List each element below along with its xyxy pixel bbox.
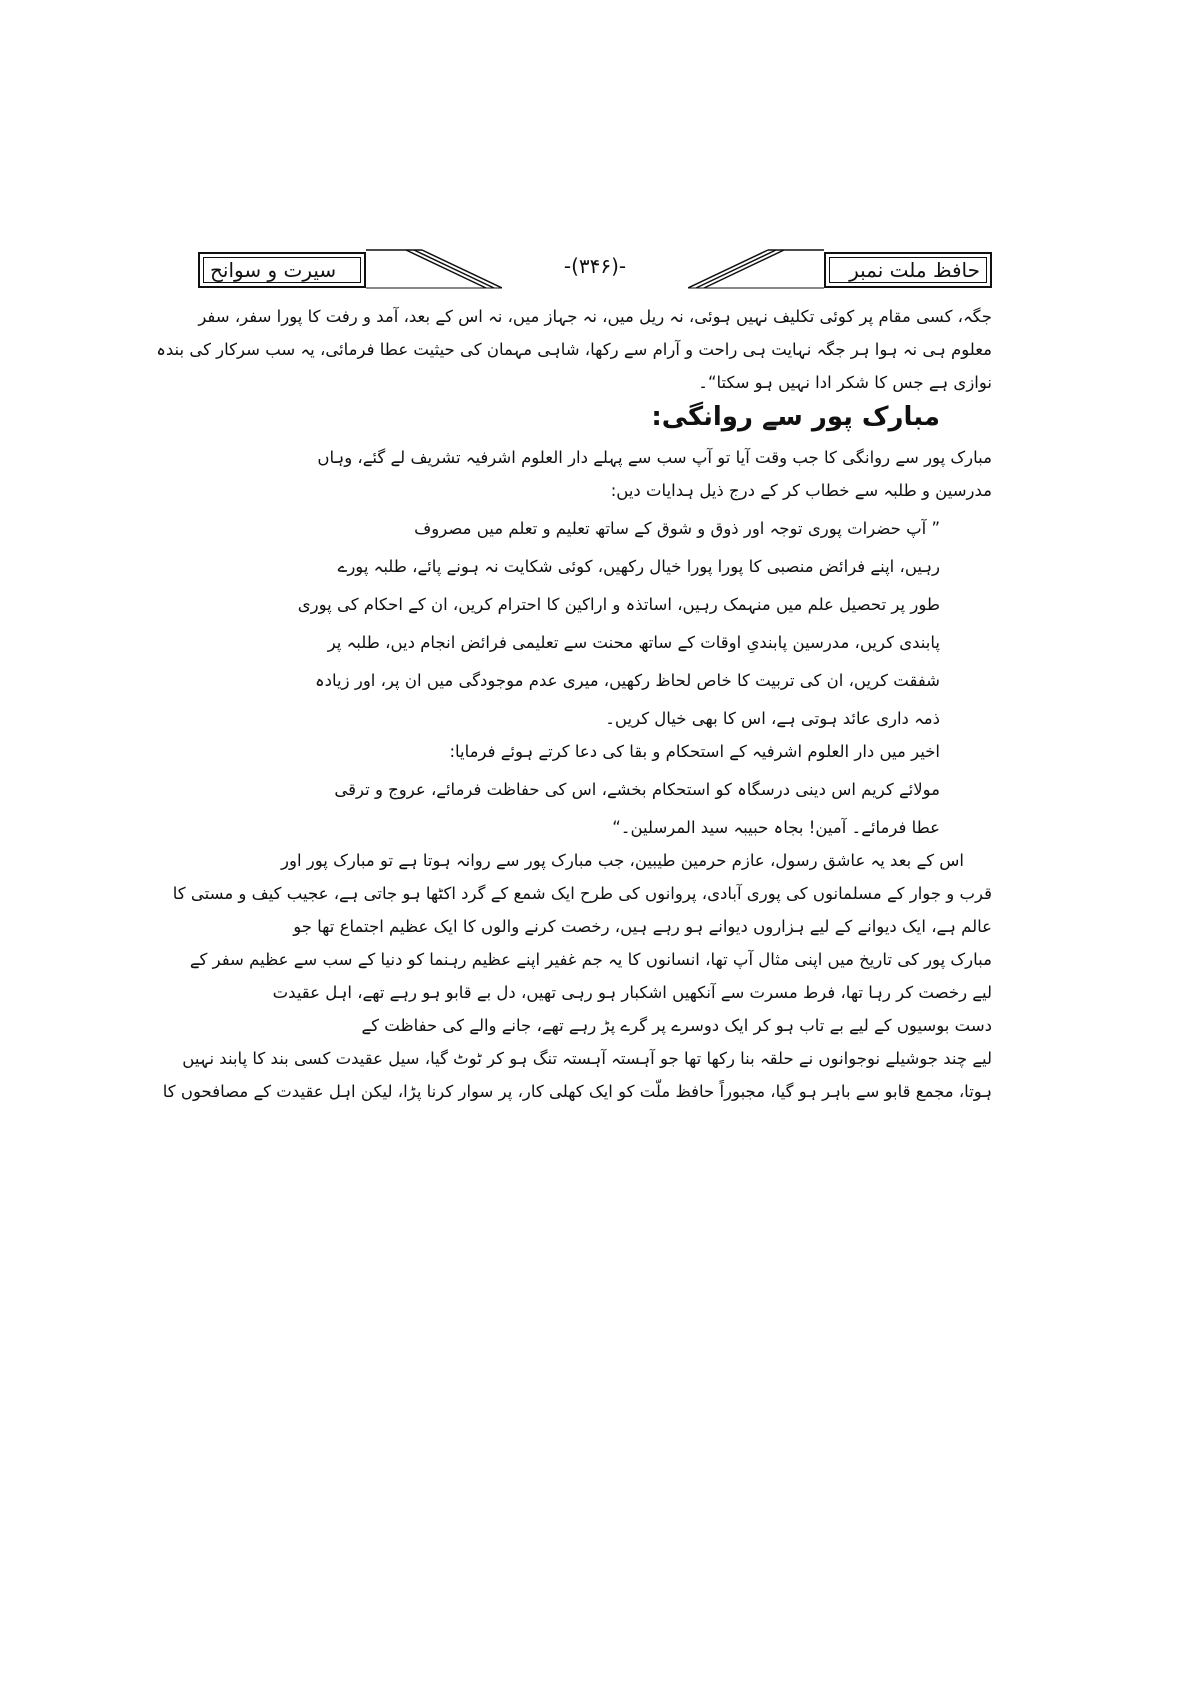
page-header: [198, 248, 992, 294]
quote-line: ذمہ داری عائد ہوتی ہے، اس کا بھی خیال کریں۔: [605, 709, 940, 728]
prayer-line: مولائے کریم اس دینی درسگاہ کو استحکام بخشے، اس کی حفاظت فرمائے، عروج و ترقی: [334, 780, 940, 799]
quote-line: طور پر تحصیل علم میں منہمک رہیں، اساتذہ و اراکین کا احترام کریں، ان کے احکام کی پوری: [297, 595, 940, 614]
quote-line: ” آپ حضرات پوری توجہ اور ذوق و شوق کے ساتھ تعلیم و تعلم میں مصروف: [414, 519, 940, 538]
prayer-line: عطا فرمائے۔ آمین! بجاہ حبیبہ سید المرسلین۔“: [612, 818, 940, 837]
text-line: لیے چند جوشیلے نوجوانوں نے حلقہ بنا رکھا تھا جو آہستہ آہستہ تنگ ہو کر ٹوٹ گیا، سیل عقیدت کسی بند کا پابند نہیں: [182, 1049, 992, 1068]
magazine-title-box: [824, 252, 992, 288]
section-title-box: [198, 252, 366, 288]
section-title: سیرت و سوانح: [210, 258, 337, 282]
text-line: لیے رخصت کر رہا تھا، فرط مسرت سے آنکھیں اشکبار ہو رہی تھیں، دل بے قابو ہو رہے تھے، اہل عقیدت: [272, 983, 992, 1002]
page-number: -(۳۴۶)-: [563, 254, 627, 278]
text-line: اخیر میں دار العلوم اشرفیہ کے استحکام و بقا کی دعا کرتے ہوئے فرمایا:: [449, 742, 940, 761]
header-ornament-right: [688, 248, 824, 294]
text-line: اس کے بعد یہ عاشق رسول، عازم حرمین طیبین، جب مبارک پور سے روانہ ہوتا ہے تو مبارک پور اور: [281, 851, 964, 870]
text-line: نوازی ہے جس کا شکر ادا نہیں ہو سکتا“۔: [698, 373, 992, 392]
text-line: مبارک پور کی تاریخ میں اپنی مثال آپ تھا، انسانوں کا یہ جم غفیر اپنے عظیم رہنما کو دنیا کے سب سے عظیم سفر کے: [189, 950, 992, 969]
text-line: مدرسین و طلبہ سے خطاب کر کے درج ذیل ہدایات دیں:: [610, 481, 992, 500]
text-line: قرب و جوار کے مسلمانوں کی پوری آبادی، پروانوں کی طرح ایک شمع کے گرد اکٹھا ہو جاتی ہے، عجیب کیف و مستی کا: [172, 884, 992, 903]
text-line: معلوم ہی نہ ہوا ہر جگہ نہایت ہی راحت و آرام سے رکھا، شاہی مہمان کی حیثیت عطا فرمائی، یہ سب سرکار کی بندہ: [156, 340, 992, 359]
text-line: عالم ہے، ایک دیوانے کے لیے ہزاروں دیوانے ہو رہے ہیں، رخصت کرنے والوں کا ایک عظیم اجتماع تھا جو: [293, 917, 992, 936]
quote-line: رہیں، اپنے فرائض منصبی کا پورا پورا خیال رکھیں، کوئی شکایت نہ ہونے پائے، طلبہ پورے: [337, 557, 940, 576]
text-line: جگہ، کسی مقام پر کوئی تکلیف نہیں ہوئی، نہ ریل میں، نہ جہاز میں، نہ اس کے بعد، آمد و رفت کا پورا سفر، سفر: [198, 307, 992, 326]
header-ornament-left: [366, 248, 502, 294]
text-line: مبارک پور سے روانگی کا جب وقت آیا تو آپ سب سے پہلے دار العلوم اشرفیہ تشریف لے گئے، وہاں: [317, 448, 992, 467]
text-line: دست بوسیوں کے لیے بے تاب ہو کر ایک دوسرے پر گرے پڑ رہے تھے، جانے والے کی حفاظت کے: [361, 1016, 992, 1035]
quote-line: شفقت کریں، ان کی تربیت کا خاص لحاظ رکھیں، میری عدم موجودگی میں ان پر، اور زیادہ: [315, 671, 940, 690]
section-heading: مبارک پور سے روانگی:: [651, 402, 940, 432]
text-line: ہوتا، مجمع قابو سے باہر ہو گیا، مجبوراً حافظ ملّت کو ایک کھلی کار، پر سوار کرنا پڑا، لیکن اہل عقیدت کے مصافحوں کا: [162, 1082, 992, 1101]
magazine-title: حافظ ملت نمبر: [849, 258, 980, 282]
quote-line: پابندی کریں، مدرسین پابندیِ اوقات کے ساتھ محنت سے تعلیمی فرائض انجام دیں، طلبہ پر: [327, 633, 940, 652]
